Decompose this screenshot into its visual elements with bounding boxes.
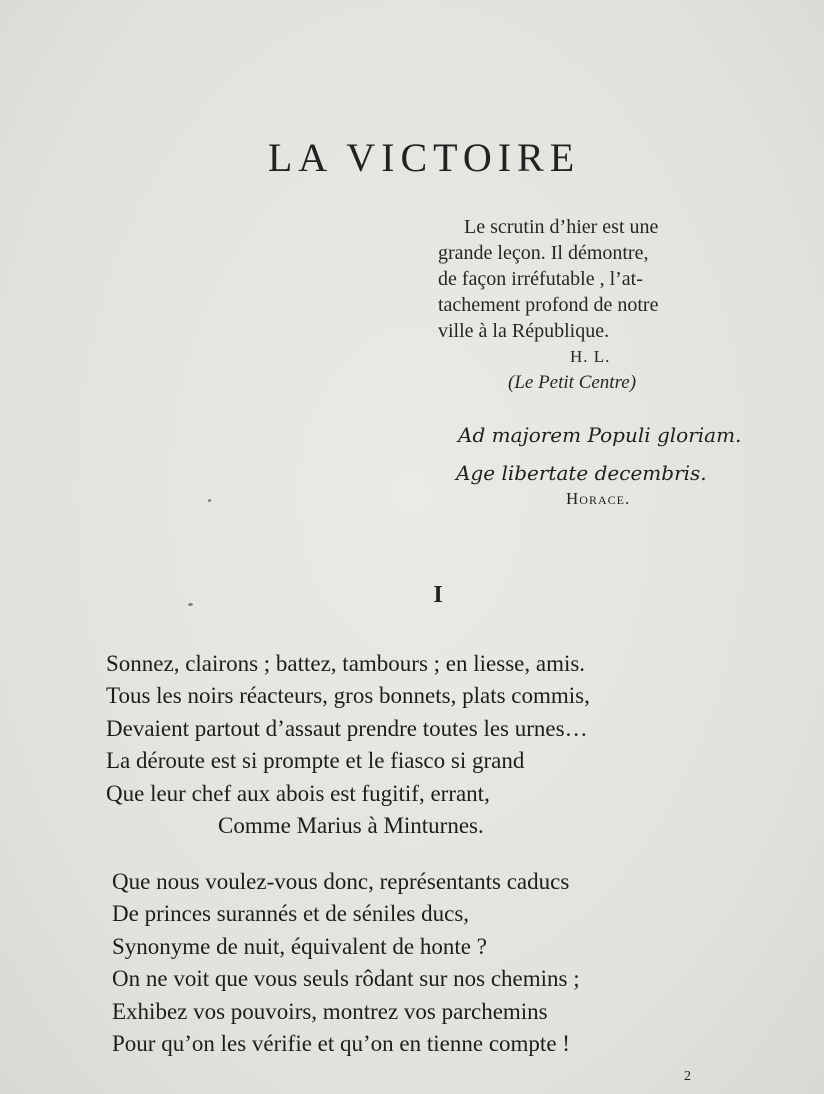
verse-line: Que leur chef aux abois est fugitif, errant,: [106, 780, 490, 806]
verse-line: Que nous voulez-vous donc, représentants caducs: [112, 869, 570, 894]
verse-line: Devaient partout d’assaut prendre toutes les urnes…: [106, 715, 588, 741]
stanza: [106, 648, 590, 842]
epigraph-line: ville à la République.: [438, 320, 610, 342]
verse-line: La déroute est si prompte et le fiasco si grand: [106, 748, 525, 774]
latin-quote-author: Horace.: [566, 489, 631, 508]
verse-line: Exhibez vos pouvoirs, montrez vos parchemins: [112, 998, 548, 1024]
epigraph-line: Le scrutin d’hier est une: [464, 216, 659, 238]
latin-quote: Ad majorem Populi gloriam.: [458, 423, 742, 447]
latin-quote: Age libertate decembris.: [456, 461, 707, 485]
paper-speck: [188, 603, 193, 606]
poem-title: LA VICTOIRE: [267, 135, 581, 180]
epigraph: [438, 214, 768, 396]
verse-line: Sonnez, clairons ; battez, tambours ; en liesse, amis.: [106, 651, 586, 676]
epigraph-line: tachement profond de notre: [438, 294, 659, 316]
verse-line: Synonyme de nuit, équivalent de honte ?: [112, 933, 487, 959]
stanza: [112, 866, 580, 1060]
verse-line: On ne voit que vous seuls rôdant sur nos chemins ;: [112, 966, 580, 992]
verse-line: Tous les noirs réacteurs, gros bonnets, plats commis,: [106, 683, 590, 709]
verse-line: Pour qu’on les vérifie et qu’on en tienne compte !: [112, 1031, 570, 1057]
paper-speck: [208, 499, 211, 502]
epigraph-line: grande leçon. Il démontre,: [438, 242, 649, 264]
epigraph-source: (Le Petit Centre): [508, 372, 637, 393]
section-number: I: [433, 582, 443, 608]
epigraph-line: de façon irréfutable , l’at-: [438, 268, 643, 290]
epigraph-signature: H. L.: [570, 347, 611, 366]
page-number: 2: [684, 1069, 691, 1084]
verse-line: Comme Marius à Minturnes.: [218, 813, 484, 839]
verse-line: De princes surannés et de séniles ducs,: [112, 901, 470, 927]
